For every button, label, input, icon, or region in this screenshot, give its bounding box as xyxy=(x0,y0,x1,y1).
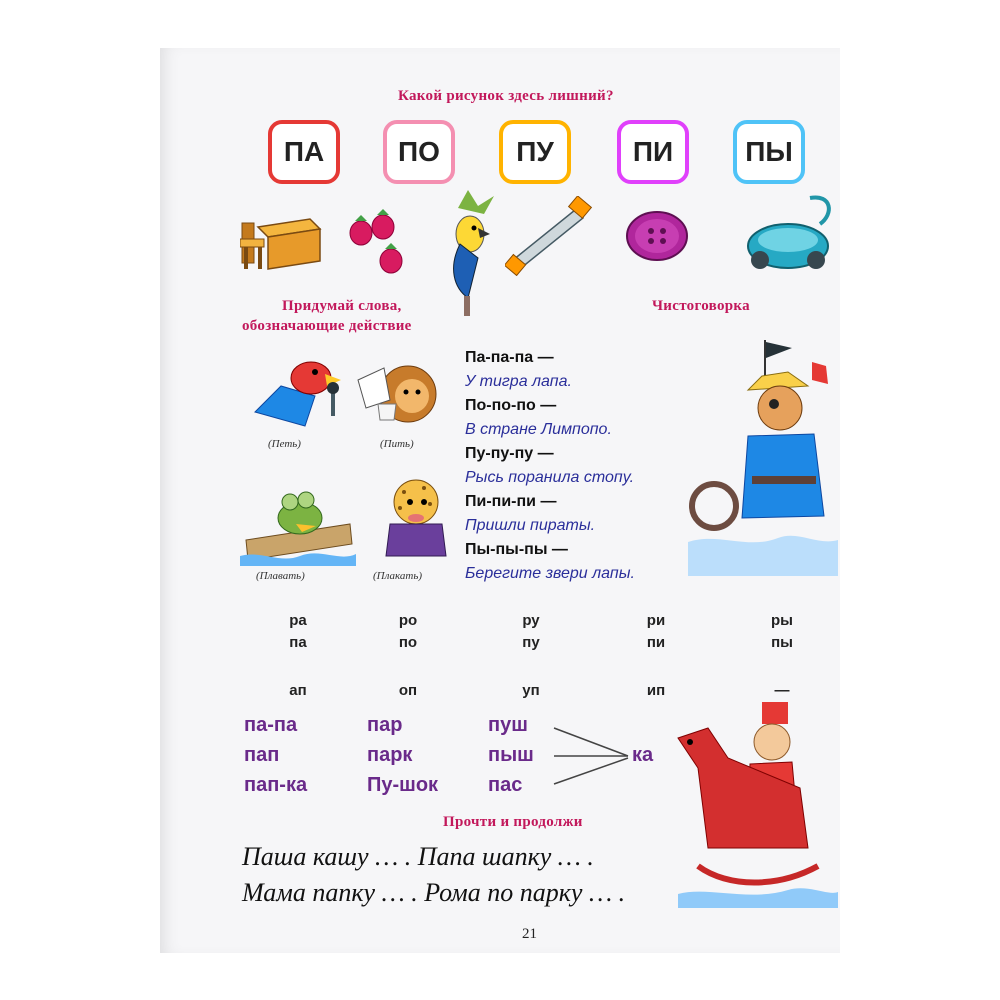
desk-icon xyxy=(240,205,322,273)
grid-cell: па xyxy=(289,634,307,651)
read-continue-title: Прочти и продолжи xyxy=(443,814,583,830)
caption-cry: (Плакать) xyxy=(373,570,423,582)
page-number: 21 xyxy=(522,926,537,942)
poem-line: Пу-пу-пу — xyxy=(465,445,554,462)
tongue-twister-poem xyxy=(465,346,725,586)
word: пуш xyxy=(488,714,528,736)
word: пас xyxy=(488,774,523,796)
grid-cell: — xyxy=(774,682,790,699)
grid-cell: оп xyxy=(398,682,418,699)
grid-cell: пу xyxy=(522,634,540,651)
tongue-twister-title: Чистоговорка xyxy=(652,298,750,314)
word: па-па xyxy=(244,714,298,736)
poem-line: Берегите звери лапы. xyxy=(465,565,635,582)
word: пап xyxy=(244,744,280,766)
syllable-box-po: ПО xyxy=(383,120,455,184)
grid-cell: пи xyxy=(646,634,666,651)
swimming-frog-icon xyxy=(240,480,356,566)
word: пап-ка xyxy=(244,774,308,796)
syllable-box-pu: ПУ xyxy=(499,120,571,184)
poem-line: Пы-пы-пы — xyxy=(465,541,568,558)
sentence-line-2: Мама папку … . Рома по парку … . xyxy=(242,878,626,907)
saw-icon xyxy=(505,196,595,276)
caption-sing: (Петь) xyxy=(268,438,301,450)
parrot-icon xyxy=(438,188,500,318)
poem-line: По-по-по — xyxy=(465,397,557,414)
grid-cell: ра xyxy=(289,612,307,629)
syllable-box-pi: ПИ xyxy=(617,120,689,184)
syllable-box-py: ПЫ xyxy=(733,120,805,184)
caption-drink: (Пить) xyxy=(380,438,414,450)
word: Пу-шок xyxy=(367,774,439,796)
grid-cell: ро xyxy=(398,612,418,629)
connector-lines xyxy=(552,720,632,790)
pirate-illustration xyxy=(688,336,838,576)
poem-line: Рысь поранила стопу. xyxy=(465,469,635,486)
poem-line: У тигра лапа. xyxy=(465,373,572,390)
poem-line: В стране Лимпопо. xyxy=(465,421,612,438)
rocking-horse-illustration xyxy=(668,698,838,908)
syllable-box-pa: ПА xyxy=(268,120,340,184)
poem-line: Пи-пи-пи — xyxy=(465,493,557,510)
invent-words-title-line2: обозначающие действие xyxy=(242,318,412,334)
crying-leopard-icon xyxy=(372,474,456,566)
button-icon xyxy=(625,208,689,264)
word: пыш xyxy=(488,744,534,766)
grid-cell: пы xyxy=(771,634,793,651)
poem-line: Па-па-па — xyxy=(465,349,554,366)
grid-cell: ап xyxy=(289,682,307,699)
word: пар xyxy=(367,714,403,736)
grid-cell: ри xyxy=(646,612,666,629)
grid-cell: ру xyxy=(522,612,540,629)
word: парк xyxy=(367,744,413,766)
grid-cell: ры xyxy=(771,612,793,629)
grid-cell: по xyxy=(398,634,418,651)
sentence-line-1: Паша кашу … . Папа шапку … . xyxy=(242,842,594,871)
grid-cell: уп xyxy=(522,682,540,699)
raspberry-icon xyxy=(345,205,413,277)
poem-line: Пришли пираты. xyxy=(465,517,596,534)
suffix-ka: ка xyxy=(632,744,654,766)
invent-words-title-line1: Придумай слова, xyxy=(282,298,402,314)
caption-swim: (Плавать) xyxy=(256,570,305,582)
vacuum-icon xyxy=(740,190,836,276)
singing-parrot-icon xyxy=(245,356,350,434)
odd-one-out-title: Какой рисунок здесь лишний? xyxy=(398,88,614,104)
drinking-lion-icon xyxy=(348,360,448,432)
grid-cell: ип xyxy=(646,682,666,699)
